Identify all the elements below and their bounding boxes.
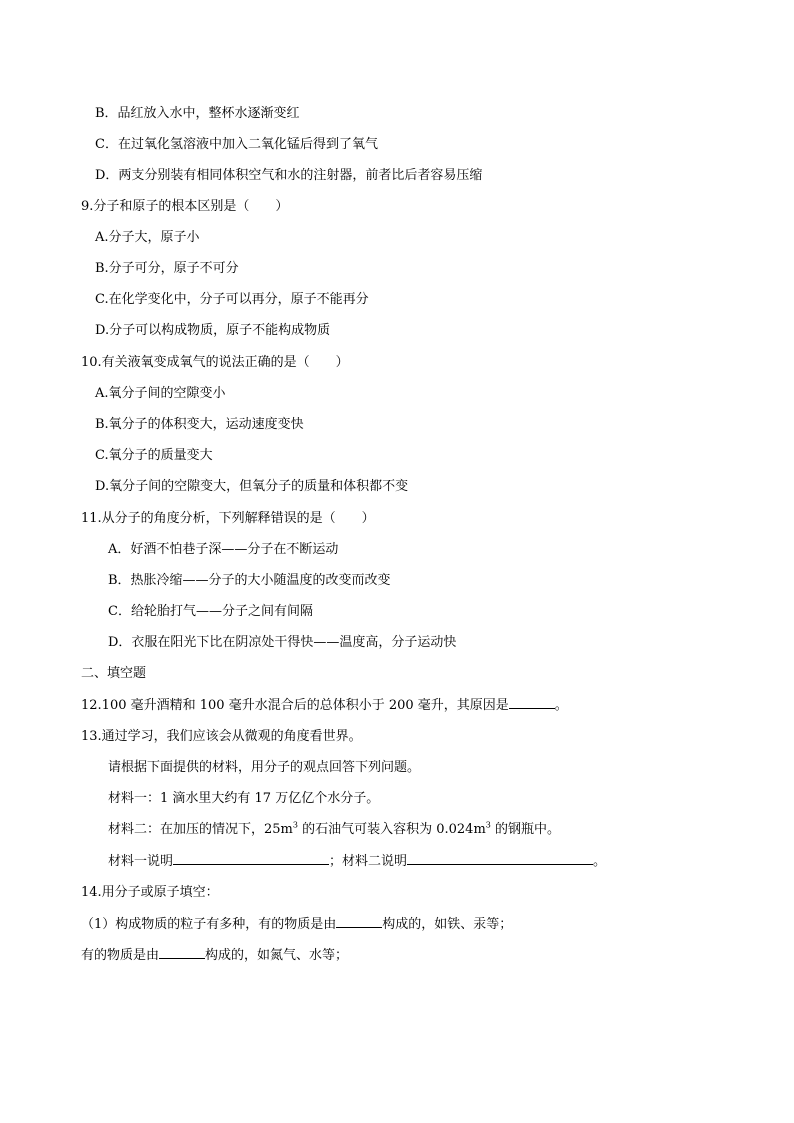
q8-option-d: D．两支分别装有相同体积空气和水的注射器，前者比后者容易压缩	[95, 168, 483, 183]
q14-stem: 14.用分子或原子填空：	[81, 885, 219, 900]
q13-answer-blank-1[interactable]	[173, 853, 329, 865]
q12-end: 。	[554, 698, 568, 713]
q10-option-c: C.氧分子的质量变大	[95, 448, 213, 463]
q13-answer-sep: ；材料二说明	[329, 854, 408, 869]
q13-material-2-sup1: 3	[292, 820, 298, 830]
q12-line	[81, 697, 568, 714]
q8-option-b: B．品红放入水中，整杯水逐渐变红	[95, 106, 300, 121]
q14-line-1-pre: （1）构成物质的粒子有多种，有的物质是由	[81, 917, 337, 932]
q10-stem: 10.有关液氧变成氧气的说法正确的是（ ）	[81, 355, 349, 370]
q14-line-2-pre: 有的物质是由	[81, 948, 160, 963]
q11-option-b: B．热胀冷缩——分子的大小随温度的改变而改变	[108, 573, 391, 588]
q9-option-d: D.分子可以构成物质，原子不能构成物质	[95, 323, 331, 338]
q9-option-c: C.在化学变化中，分子可以再分，原子不能再分	[95, 292, 369, 307]
q12-answer-blank[interactable]	[509, 697, 555, 709]
q13-instruction: 请根据下面提供的材料，用分子的观点回答下列问题。	[108, 760, 421, 775]
q9-option-a: A.分子大，原子小	[95, 230, 200, 245]
q8-option-c: C．在过氧化氢溶液中加入二氧化锰后得到了氧气	[95, 137, 378, 152]
q11-stem: 11.从分子的角度分析，下列解释错误的是（ ）	[81, 511, 375, 526]
q14-answer-blank-1[interactable]	[336, 916, 382, 928]
q9-stem: 9.分子和原子的根本区别是（ ）	[81, 199, 289, 214]
q14-line-2-post: 构成的，如氮气、水等；	[205, 948, 349, 963]
q14-line-2	[81, 947, 348, 964]
q9-option-b: B.分子可分，原子不可分	[95, 261, 239, 276]
q13-material-1: 材料一：1 滴水里大约有 17 万亿亿个水分子。	[108, 791, 380, 806]
q13-material-2-post: 的钢瓶中。	[490, 822, 561, 837]
q13-answer-line	[108, 853, 606, 870]
q11-option-d: D．衣服在阳光下比在阴凉处干得快——温度高，分子运动快	[108, 635, 457, 650]
q10-option-b: B.氧分子的体积变大，运动速度变快	[95, 417, 304, 432]
q13-answer-blank-2[interactable]	[407, 853, 593, 865]
q13-stem: 13.通过学习，我们应该会从微观的角度看世界。	[81, 729, 362, 744]
q12-text: 12.100 毫升酒精和 100 毫升水混合后的总体积小于 200 毫升，其原因是	[81, 698, 509, 713]
q14-answer-blank-2[interactable]	[159, 947, 205, 959]
q10-option-a: A.氧分子间的空隙变小	[95, 386, 226, 401]
q10-option-d: D.氧分子间的空隙变大，但氧分子的质量和体积都不变	[95, 479, 409, 494]
q13-answer-label-1: 材料一说明	[108, 854, 174, 869]
q13-answer-end: 。	[593, 854, 607, 869]
q11-option-a: A．好酒不怕巷子深——分子在不断运动	[108, 542, 339, 557]
q13-material-2-pre: 材料二：在加压的情况下，25m	[108, 822, 293, 837]
q13-material-2	[108, 822, 560, 838]
section-title: 二、填空题	[81, 666, 147, 681]
q11-option-c: C．给轮胎打气——分子之间有间隔	[108, 604, 313, 619]
q14-line-1-post: 构成的，如铁、汞等；	[382, 917, 513, 932]
q14-line-1	[81, 916, 512, 933]
q13-material-2-sup2: 3	[485, 820, 491, 830]
q13-material-2-mid: 的石油气可装入容积为 0.024m	[297, 822, 486, 837]
